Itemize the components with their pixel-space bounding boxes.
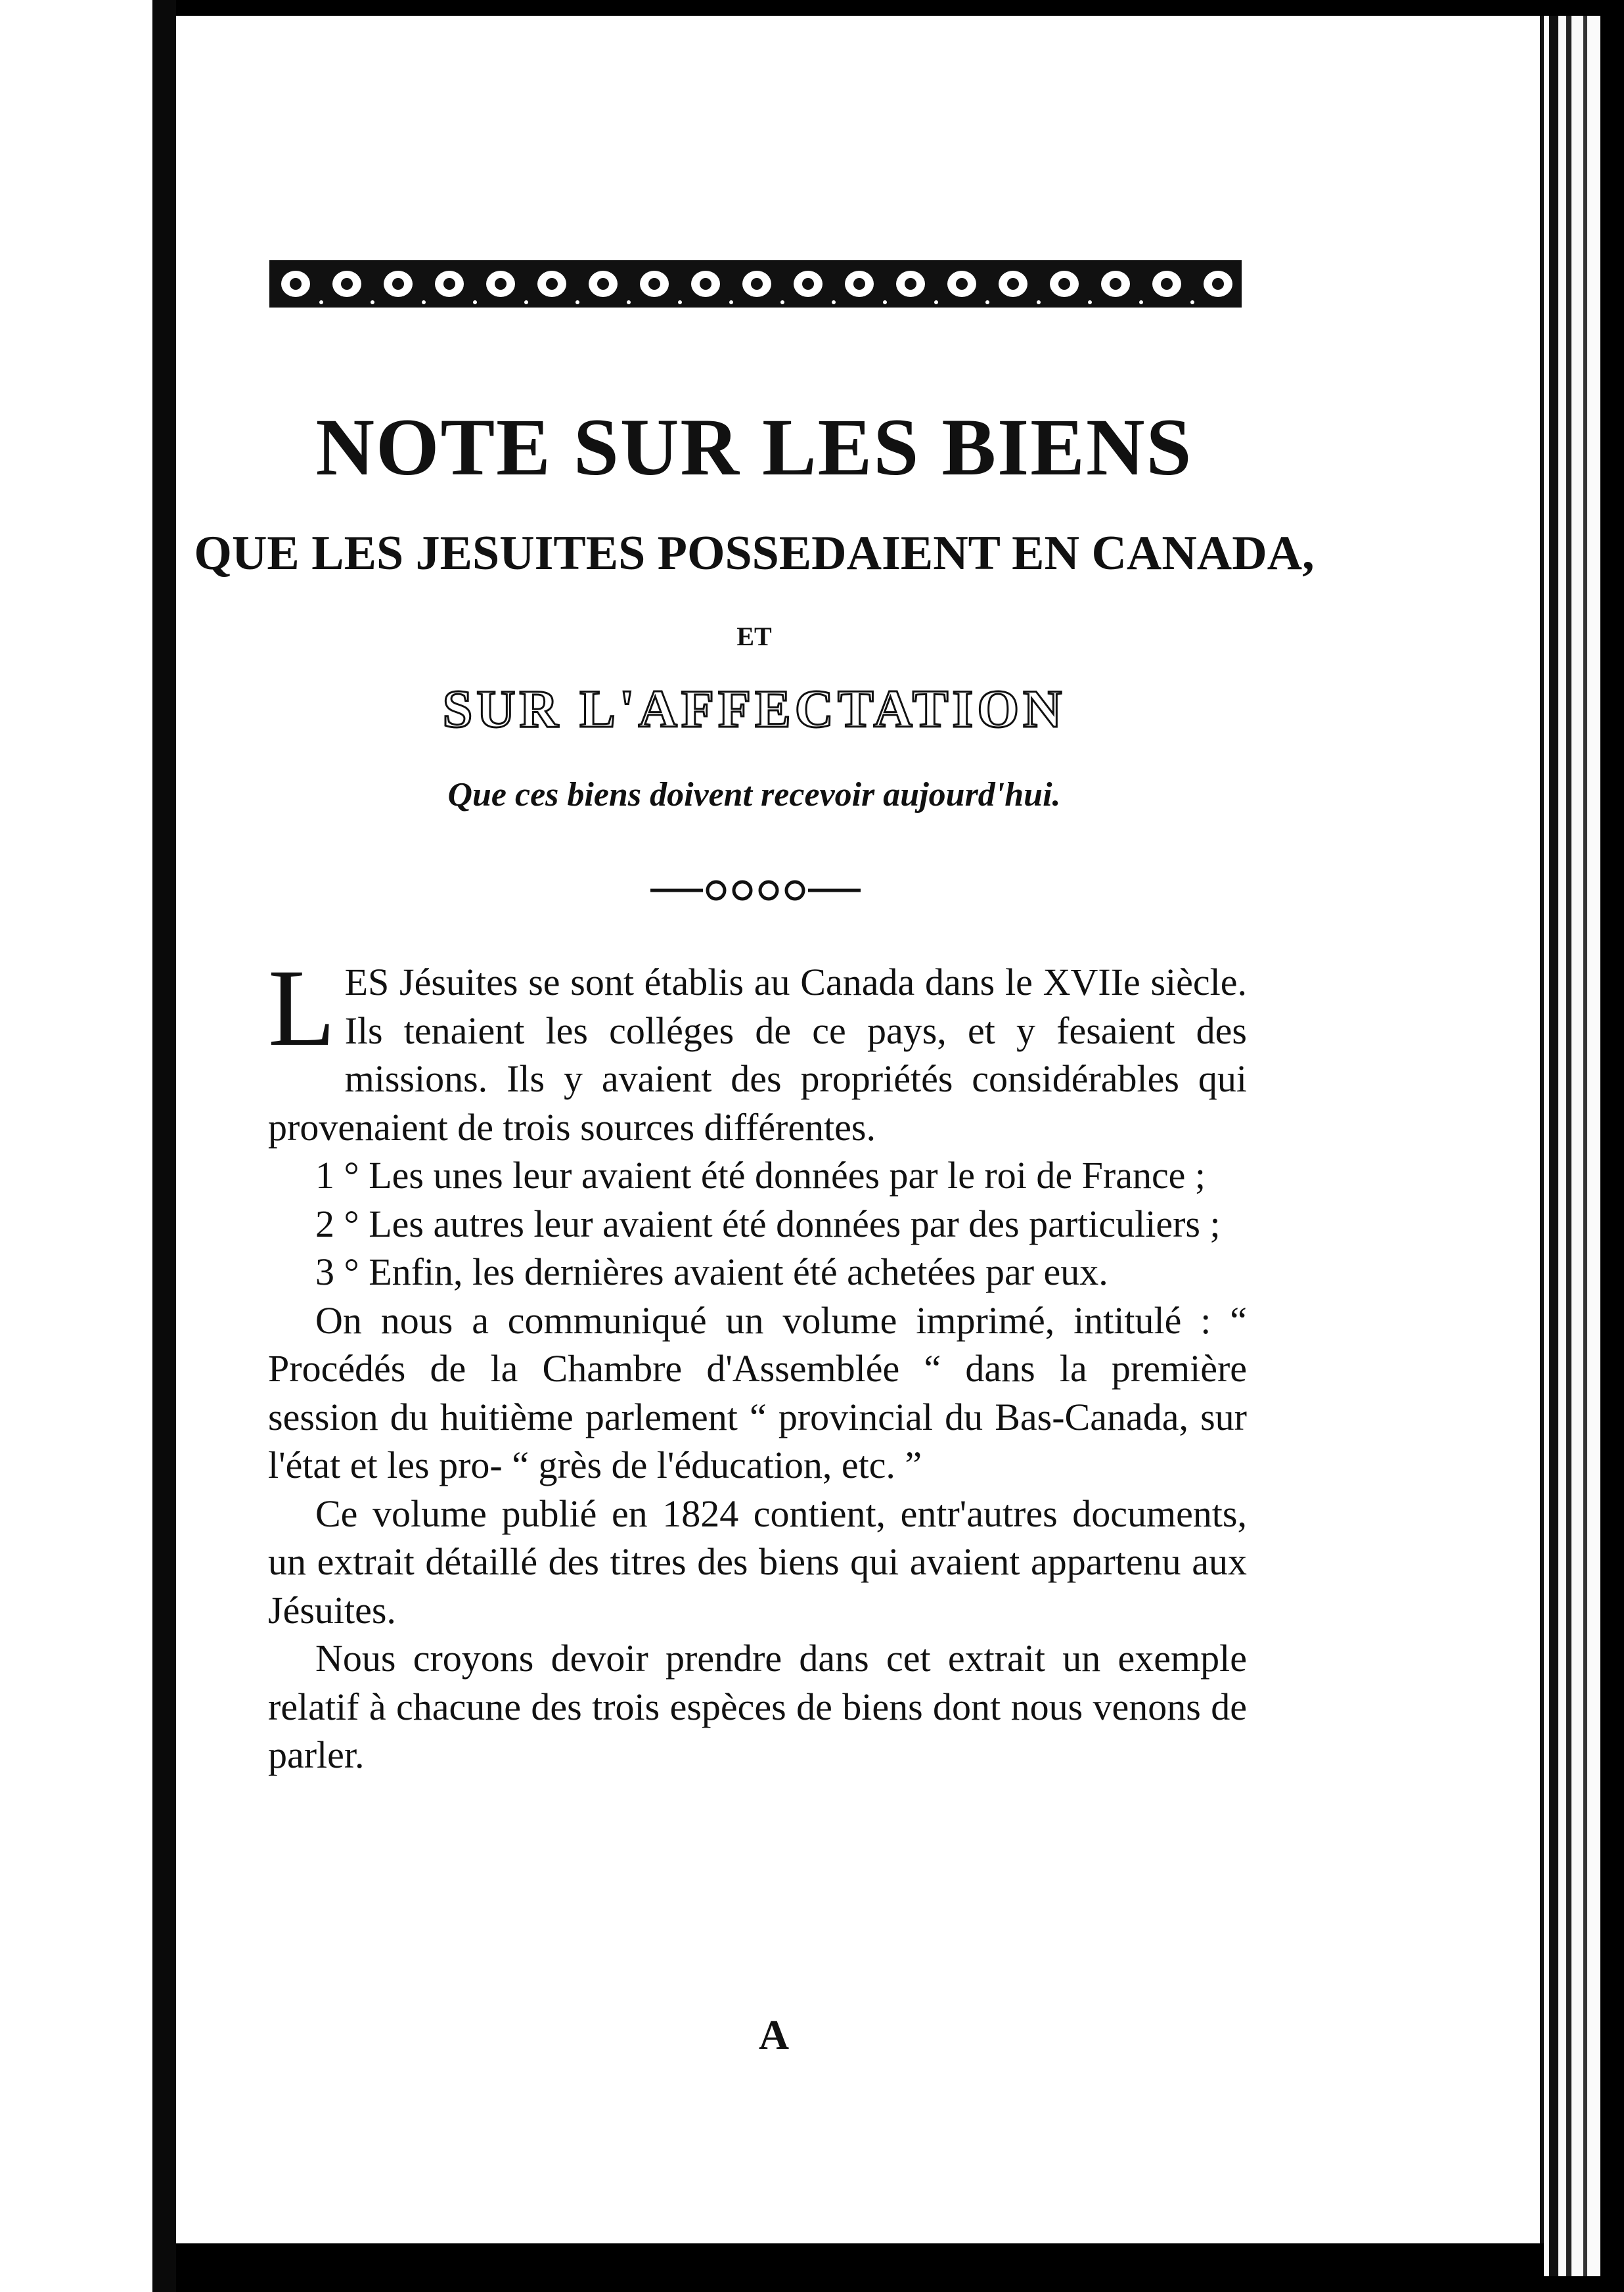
paragraph: 2 ° Les autres leur avaient été données par des particuliers ; bbox=[315, 1202, 1221, 1245]
body-text bbox=[268, 947, 1247, 1779]
gothic-subtitle: Que ces biens doivent recevoir aujourd'hui. bbox=[447, 776, 1061, 814]
facing-page-edge bbox=[0, 0, 152, 2292]
paragraph: LES Jésuites se sont établis au Canada dans le XVIIe siècle. Ils tenaient les colléges de ce pays, et y fesaient des missions. Ils y avaient des propriétés considérables qui provenaient de trois sources différentes. bbox=[268, 947, 1247, 1149]
page-stack-edge bbox=[1544, 16, 1624, 2276]
book-spine bbox=[152, 0, 176, 2292]
paragraph: Nous croyons devoir prendre dans cet extrait un exemple relatif à chacune des trois espèces de biens dont nous venons de parler. bbox=[268, 1637, 1247, 1776]
page-title: NOTE SUR LES BIENS bbox=[315, 402, 1193, 492]
paragraph: On nous a communiqué un volume imprimé, intitulé : “ Procédés de la Chambre d'Assemblée “ dans la première session du huitième parlement “ provincial du Bas-Canada, sur l'état et les pro- “ grès de l'éducation, etc. ” bbox=[268, 1298, 1247, 1486]
title-conjunction: ET bbox=[736, 622, 772, 651]
signature-mark: A bbox=[758, 2011, 790, 2058]
outline-title: SUR L'AFFECTATION bbox=[442, 679, 1066, 739]
page-subtitle: QUE LES JESUITES POSSEDAIENT EN CANADA, bbox=[194, 526, 1315, 580]
paragraph: 1 ° Les unes leur avaient été données par le roi de France ; bbox=[315, 1154, 1206, 1197]
drop-cap: L bbox=[268, 947, 336, 1069]
paragraph: 3 ° Enfin, les dernières avaient été achetées par eux. bbox=[315, 1250, 1108, 1293]
ornamental-header-band bbox=[269, 258, 1242, 310]
paragraph: Ce volume publié en 1824 contient, entr'autres documents, un extrait détaillé des titres des biens qui avaient appartenu aux Jésuites. bbox=[268, 1492, 1247, 1632]
ornamental-divider bbox=[650, 874, 861, 907]
